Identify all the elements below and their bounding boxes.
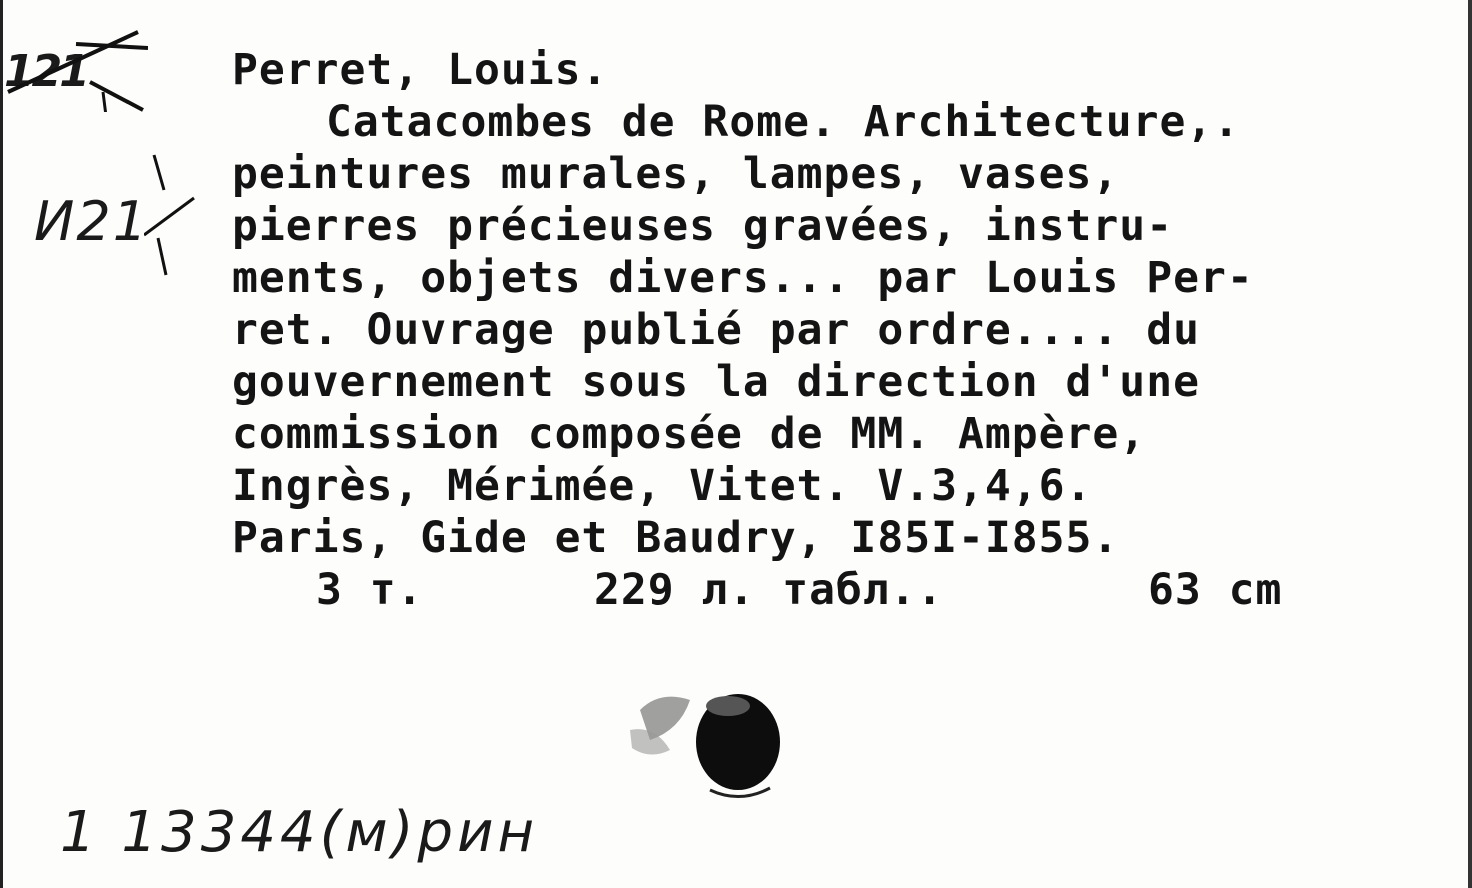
title-line-3: pierres précieuses gravées, instru- <box>232 201 1174 251</box>
title-line-8: Ingrès, Mérimée, Vitet. V.3,4,6. <box>232 461 1093 511</box>
collation-size: 63 cm <box>1148 565 1283 615</box>
author-heading: Perret, Louis. <box>232 45 609 95</box>
imprint-line: Paris, Gide et Baudry, I85I-I855. <box>232 513 1120 563</box>
title-line-1: Catacombes de Rome. Architecture,. <box>326 97 1241 147</box>
card-left-edge <box>0 0 3 888</box>
shelfmark-side-text: И21 <box>34 190 150 253</box>
strikeout-mark <box>0 22 148 112</box>
card-right-edge <box>1468 0 1472 888</box>
fraction-mark <box>144 150 224 300</box>
shelfmark-crossed-out <box>4 46 87 97</box>
inventory-number: 1 13344(м)рин <box>60 800 539 865</box>
shelfmark-side <box>34 190 149 253</box>
title-line-2: peintures murales, lampes, vases, <box>232 149 1120 199</box>
title-line-5: ret. Ouvrage publié par ordre.... du <box>232 305 1200 355</box>
title-line-4: ments, objets divers... par Louis Per- <box>232 253 1254 303</box>
punch-hole-blot <box>620 670 800 810</box>
collation-volumes: 3 т. <box>316 565 424 615</box>
title-line-7: commission composée de MM. Ampère, <box>232 409 1147 459</box>
collation-plates: 229 л. табл.. <box>594 565 944 615</box>
shelfmark-top-text: 121 <box>4 46 87 97</box>
title-line-6: gouvernement sous la direction d'une <box>232 357 1200 407</box>
